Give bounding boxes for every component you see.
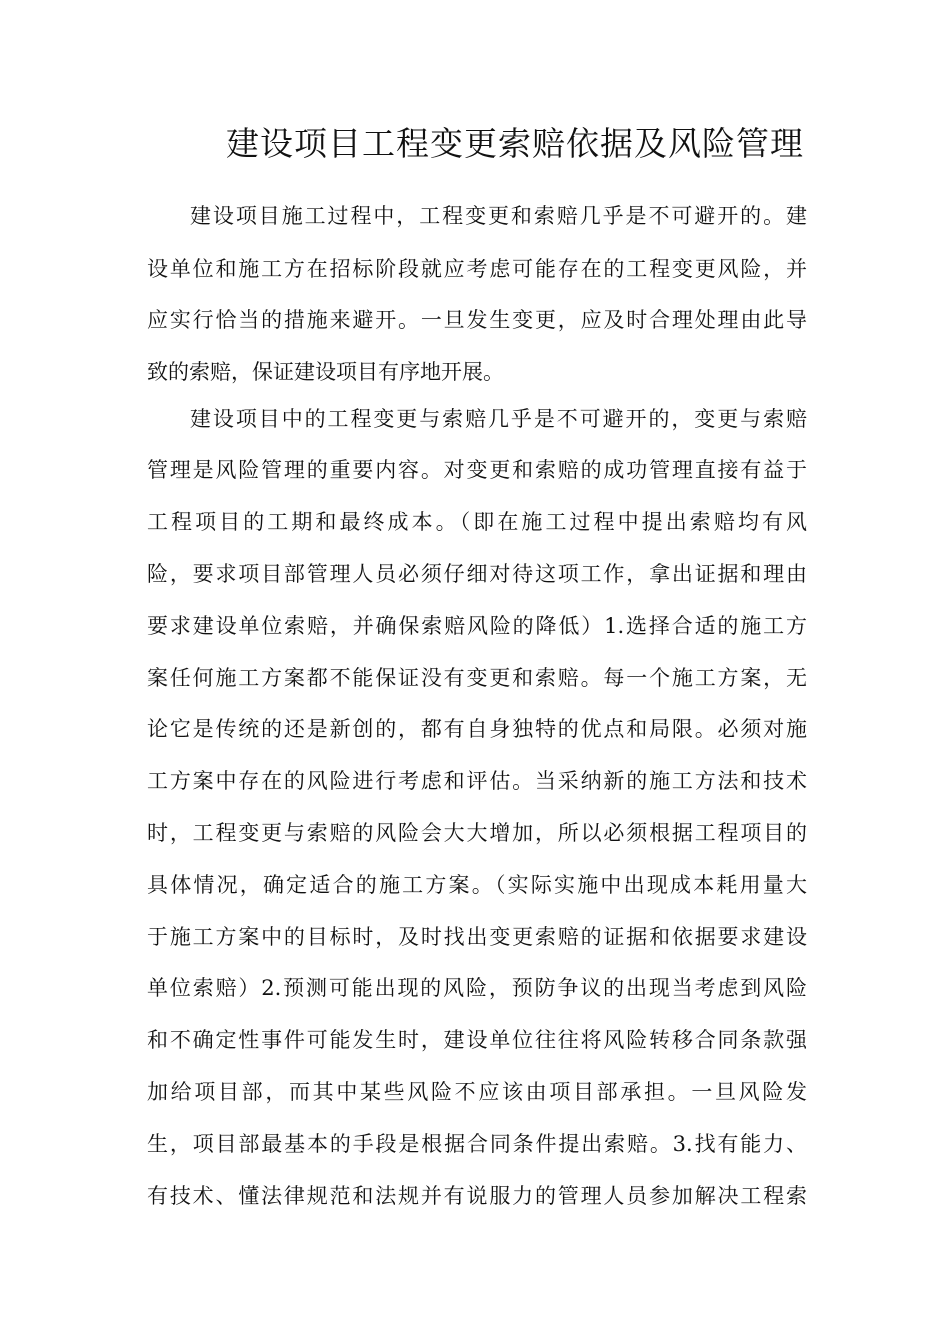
document-title: 建设项目工程变更索赔依据及风险管理 bbox=[226, 124, 804, 163]
paragraph-line: 有技术、懂法律规范和法规并有说服力的管理人员参加解决工程索 bbox=[147, 1184, 807, 1208]
paragraph-line: 建设项目施工过程中，工程变更和索赔几乎是不可避开的。建 bbox=[190, 204, 807, 228]
paragraph-line: 建设项目中的工程变更与索赔几乎是不可避开的，变更与索赔 bbox=[190, 407, 807, 431]
paragraph-line: 案任何施工方案都不能保证没有变更和索赔。每一个施工方案，无 bbox=[147, 666, 807, 690]
paragraph-line: 论它是传统的还是新创的，都有自身独特的优点和局限。必须对施 bbox=[147, 717, 807, 741]
paragraph-line: 致的索赔，保证建设项目有序地开展。 bbox=[147, 360, 504, 384]
paragraph-line: 要求建设单位索赔，并确保索赔风险的降低）1.选择合适的施工方 bbox=[147, 614, 807, 638]
paragraph-line: 工方案中存在的风险进行考虑和评估。当采纳新的施工方法和技术 bbox=[147, 769, 807, 793]
paragraph-line: 险，要求项目部管理人员必须仔细对待这项工作，拿出证据和理由 bbox=[147, 562, 807, 586]
paragraph-line: 于施工方案中的目标时，及时找出变更索赔的证据和依据要求建设 bbox=[147, 925, 807, 949]
paragraph-line: 时，工程变更与索赔的风险会大大增加，所以必须根据工程项目的 bbox=[147, 821, 807, 845]
paragraph-line: 单位索赔）2.预测可能出现的风险，预防争议的出现当考虑到风险 bbox=[147, 976, 807, 1000]
paragraph-line: 管理是风险管理的重要内容。对变更和索赔的成功管理直接有益于 bbox=[147, 458, 807, 482]
paragraph-line: 加给项目部，而其中某些风险不应该由项目部承担。一旦风险发 bbox=[147, 1080, 807, 1104]
paragraph-line: 设单位和施工方在招标阶段就应考虑可能存在的工程变更风险，并 bbox=[147, 257, 807, 281]
paragraph-line: 工程项目的工期和最终成本。（即在施工过程中提出索赔均有风 bbox=[147, 510, 807, 534]
paragraph-line: 生，项目部最基本的手段是根据合同条件提出索赔。3.找有能力、 bbox=[147, 1132, 807, 1156]
paragraph-line: 具体情况，确定适合的施工方案。（实际实施中出现成本耗用量大 bbox=[147, 873, 807, 897]
paragraph-line: 应实行恰当的措施来避开。一旦发生变更，应及时合理处理由此导 bbox=[147, 308, 807, 332]
paragraph-line: 和不确定性事件可能发生时，建设单位往往将风险转移合同条款强 bbox=[147, 1028, 807, 1052]
